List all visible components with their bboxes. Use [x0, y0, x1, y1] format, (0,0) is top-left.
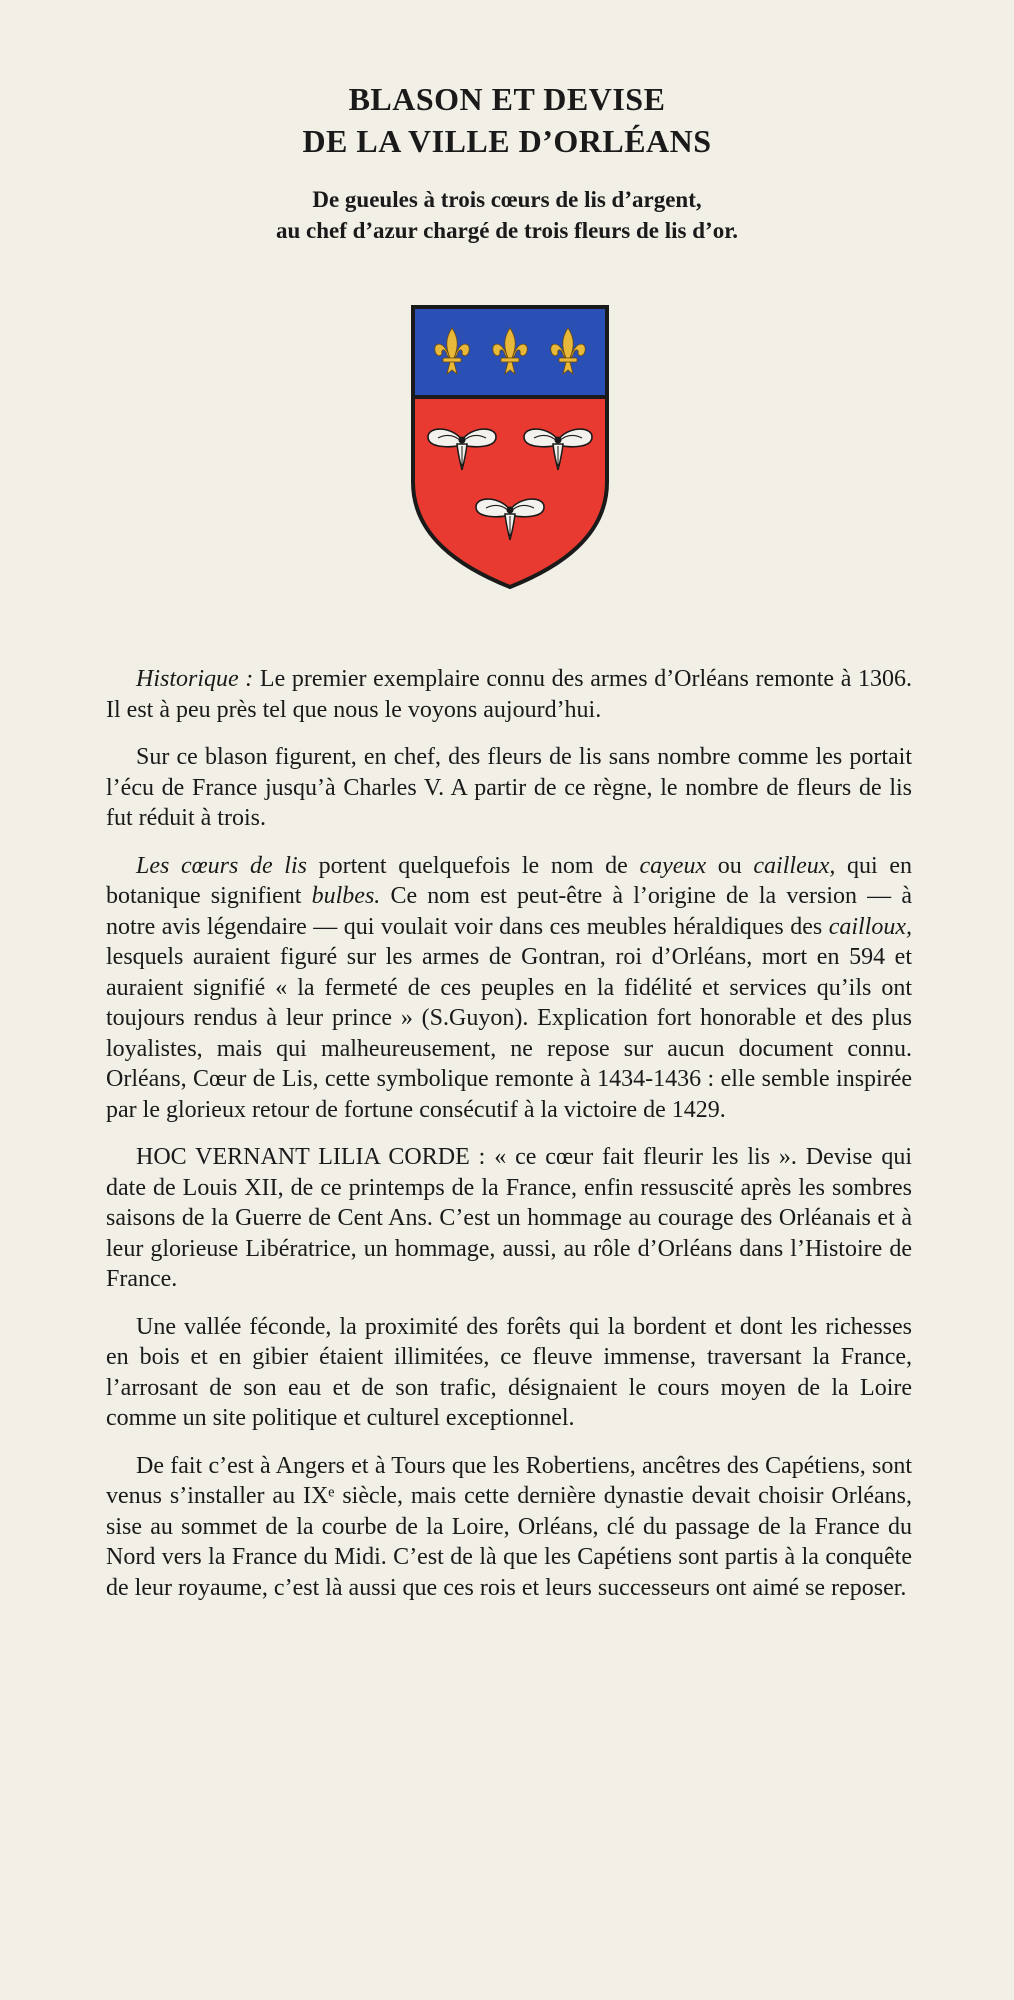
title-line-2: DE LA VILLE D’ORLÉANS	[302, 123, 712, 159]
title-line-1: BLASON ET DEVISE	[348, 81, 666, 117]
history-label: Historique :	[136, 666, 254, 692]
coat-of-arms-shield	[410, 304, 610, 590]
blazon-line-1: De gueules à trois cœurs de lis d’argent,	[312, 187, 702, 212]
paragraph-motto: HOC VERNANT LILIA CORDE : « ce cœur fait fleurir les lis ». Devise qui date de Louis XII, de ce printemps de la France, enfin ressuscité après les sombres saisons de la Guerre de Cent Ans. C’est un hommage au courage des Orléanais et à leur glorieuse Libératrice, un hommage, aussi, au rôle d’Orléans dans l’Histoire de France.	[106, 1144, 912, 1292]
blazon-description	[0, 184, 1014, 246]
paragraph-hearts: Les cœurs de lis portent quelquefois le nom de cayeux ou cailleux, qui en botanique signifient bulbes. Ce nom est peut-être à l’origine de la version — à notre avis légendaire — qui voulait voir dans ces meubles héraldiques des cailloux, lesquels auraient figuré sur les armes de Gontran, roi d’Orléans, mort en 594 et auraient signifié « la fermeté de ces peuples en la fidélité et services qu’ils ont toujours rendus à leur prince » (S.Guyon). Explication fort honorable et des plus loyalistes, mais qui malheureusement, ne repose sur aucun document connu. Orléans, Cœur de Lis, cette symbolique remonte à 1434-1436 : elle semble inspirée par le glorieux retour de fortune consécutif à la victoire de 1429.	[106, 852, 913, 1123]
paragraph-capetiens: De fait c’est à Angers et à Tours que les Robertiens, ancêtres des Capétiens, sont venus s’installer au IXᵉ siècle, mais cette dernière dynastie devait choisir Orléans, sise au sommet de la courbe de la Loire, Orléans, clé du passage de la France du Nord vers la France du Midi. C’est de là que les Capétiens sont partis à la conquête de leur royaume, c’est là aussi que ces rois et leurs successeurs ont aimé se reposer.	[106, 1452, 912, 1601]
paragraph-loire: Une vallée féconde, la proximité des forêts qui la bordent et dont les richesses en bois et en gibier étaient illimitées, ce fleuve immense, traversant la France, l’arrosant de son eau et de son trafic, désignaient le cours moyen de la Loire comme un site politique et culturel exceptionnel.	[106, 1313, 912, 1431]
page-title	[0, 78, 1014, 162]
history-text	[106, 664, 912, 1620]
paragraph-chief: Sur ce blason figurent, en chef, des fleurs de lis sans nombre comme les portait l’écu de France jusqu’à Charles V. A partir de ce règne, le nombre de fleurs de lis fut réduit à trois.	[106, 744, 912, 831]
blazon-line-2: au chef d’azur chargé de trois fleurs de lis d’or.	[275, 218, 739, 243]
paragraph-history: Historique : Le premier exemplaire connu des armes d’Orléans remonte à 1306. Il est à peu près tel que nous le voyons aujourd’hui.	[106, 666, 912, 723]
